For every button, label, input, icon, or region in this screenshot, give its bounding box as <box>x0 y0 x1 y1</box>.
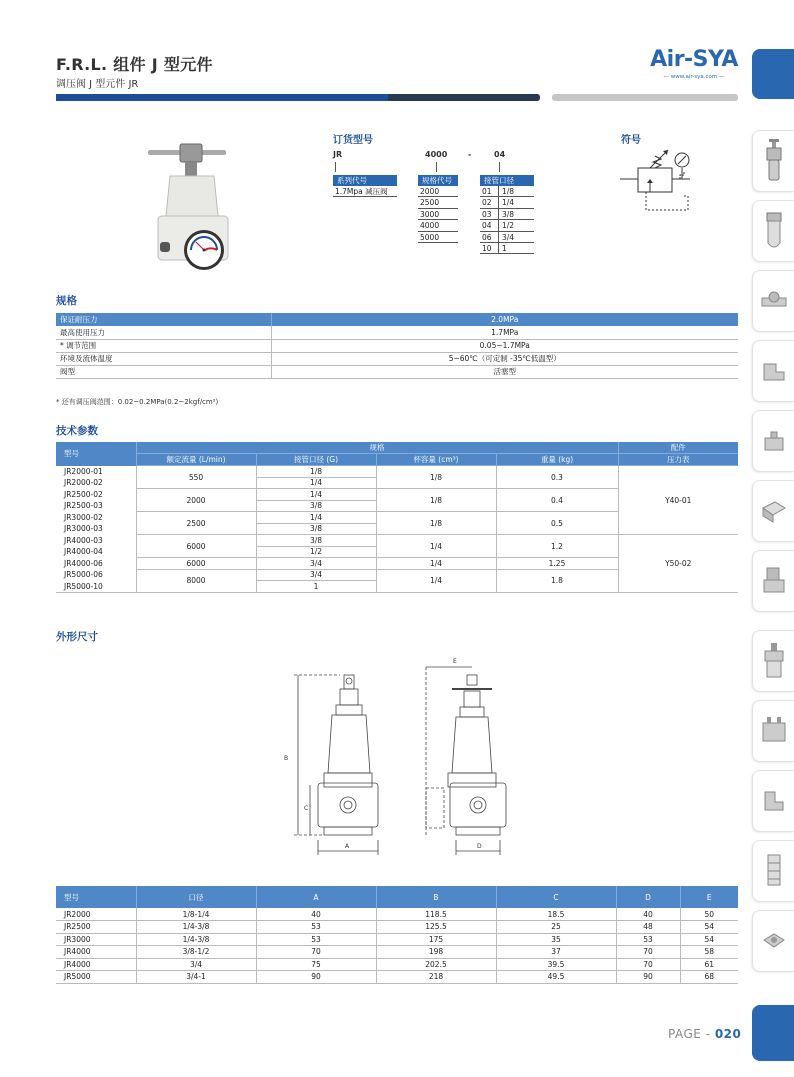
size-option: 4000 <box>418 220 458 231</box>
order-code-size: 4000 <box>425 150 448 159</box>
table-row: JR4000 3/4 75 202.5 39.5 70 61 <box>56 958 738 971</box>
spec-note: * 还有调压阀范围：0.02~0.2MPa(0.2~2kgf/cm²) <box>56 398 219 406</box>
order-tick <box>335 162 336 172</box>
page-subtitle: 调压阀 J 型元件 JR <box>56 79 139 90</box>
brand-logo <box>650 48 738 80</box>
side-tab-fitting-icon[interactable] <box>752 340 794 402</box>
port-option: 04 1/2 <box>480 220 534 231</box>
table-header-row: 额定流量 (L/min) 接管口径 (G) 杯容量 (cm³) 重量 (kg) 压力表 <box>56 454 738 466</box>
table-row: JR4000-03 6000 3/8 1/4 1.2 Y50-02 <box>56 535 738 547</box>
order-code-port: 04 <box>494 150 506 159</box>
dimension-drawing <box>280 655 530 870</box>
symbol-title: 符号 <box>621 135 641 146</box>
product-photo <box>140 138 250 278</box>
order-port-column <box>480 175 534 254</box>
regulator-symbol <box>620 148 706 218</box>
side-tab-top[interactable] <box>752 49 794 99</box>
port-option: 06 3/4 <box>480 232 534 243</box>
table-row: JR2500 1/4-3/8 53 125.5 25 48 54 <box>56 921 738 934</box>
table-row: JR5000-06 8000 3/4 1/4 1.8 <box>56 569 738 581</box>
table-row: JR3000-03 3/8 <box>56 523 738 535</box>
dim-label-e: E <box>453 658 457 665</box>
brand-url: — www.air-sya.com — <box>663 74 725 80</box>
table-row: JR4000-04 1/2 <box>56 546 738 558</box>
order-tick <box>436 162 437 172</box>
side-tab-manifold-icon[interactable] <box>752 480 794 542</box>
table-row: JR5000 3/4-1 90 218 49.5 90 68 <box>56 971 738 984</box>
side-tab-bottom[interactable] <box>752 1005 794 1061</box>
side-tab-regulator-icon[interactable] <box>752 130 794 192</box>
size-option: 2000 <box>418 186 458 197</box>
side-tab-valve-icon[interactable] <box>752 270 794 332</box>
side-tab-elbow-icon[interactable] <box>752 770 794 832</box>
side-tab-gear-icon[interactable] <box>752 910 794 972</box>
order-series-column <box>333 175 397 197</box>
table-header-row: 型号 规格 配件 <box>56 442 738 454</box>
side-tab-silencer-icon[interactable] <box>752 840 794 902</box>
table-row: JR2500-03 3/8 <box>56 500 738 512</box>
table-row: 保证耐压力 2.0MPa <box>56 313 738 326</box>
size-label: 规格代号 <box>418 175 458 186</box>
header-bar-gray <box>552 94 738 101</box>
port-label: 接管口径 <box>480 175 534 186</box>
table-row: JR2500-02 2000 1/4 1/8 0.4 <box>56 489 738 501</box>
table-row: 最高使用压力 1.7MPa <box>56 326 738 339</box>
table-row: JR2000-02 1/4 <box>56 477 738 489</box>
spec-table <box>56 313 738 379</box>
tech-title: 技术参数 <box>56 425 98 437</box>
port-option: 10 1 <box>480 243 534 254</box>
size-option: 3000 <box>418 209 458 220</box>
order-title: 订货型号 <box>333 135 373 146</box>
table-header-row: 型号 口径 A B C D E <box>56 886 738 908</box>
port-option: 01 1/8 <box>480 186 534 197</box>
side-tab-actuator-icon[interactable] <box>752 700 794 762</box>
dims-title: 外形尺寸 <box>56 631 98 643</box>
table-row: 阀型 活塞型 <box>56 365 738 378</box>
port-option: 03 3/8 <box>480 209 534 220</box>
table-row: JR4000-06 6000 3/4 1/4 1.25 <box>56 558 738 570</box>
series-value: 1.7Mpa 减压阀 <box>333 186 397 197</box>
table-row: JR3000 1/4-3/8 53 175 35 53 54 <box>56 933 738 946</box>
table-row: JR2000 1/8-1/4 40 118.5 18.5 40 50 <box>56 908 738 921</box>
dim-label-d: D <box>477 843 482 850</box>
size-option: 5000 <box>418 232 458 243</box>
brand-name: Air-SYA <box>650 47 738 72</box>
order-code-series: JR <box>333 150 343 159</box>
dim-label-b: B <box>284 755 289 762</box>
table-row: JR5000-10 1 <box>56 581 738 593</box>
dim-label-a: A <box>345 843 350 850</box>
side-tab-filter-icon[interactable] <box>752 200 794 262</box>
tech-table <box>56 442 738 593</box>
order-size-column <box>418 175 458 243</box>
header-bar-accent <box>388 94 540 101</box>
table-row: JR3000-02 2500 1/4 1/8 0.5 <box>56 512 738 524</box>
page-number: PAGE - 020 <box>668 1027 742 1041</box>
table-row: JR4000 3/8-1/2 70 198 37 70 58 <box>56 946 738 959</box>
port-option: 02 1/4 <box>480 197 534 208</box>
series-label: 系列代号 <box>333 175 397 186</box>
size-option: 2500 <box>418 197 458 208</box>
order-tick <box>499 162 500 172</box>
side-tab-block-icon[interactable] <box>752 410 794 472</box>
table-row: 环境及流体温度 5~60℃（可定制 -35℃低温型） <box>56 352 738 365</box>
order-code-dash: - <box>468 150 472 159</box>
side-tab-cylinder-icon[interactable] <box>752 630 794 692</box>
page-title: F.R.L. 组件 J 型元件 <box>56 55 213 74</box>
side-tab-solenoid-icon[interactable] <box>752 550 794 612</box>
spec-title: 规格 <box>56 295 77 307</box>
table-row: JR2000-01 550 1/8 1/8 0.3 Y40-01 <box>56 466 738 478</box>
table-row: * 调节范围 0.05~1.7MPa <box>56 339 738 352</box>
dim-label-c: C <box>304 805 309 812</box>
dims-table <box>56 886 738 984</box>
